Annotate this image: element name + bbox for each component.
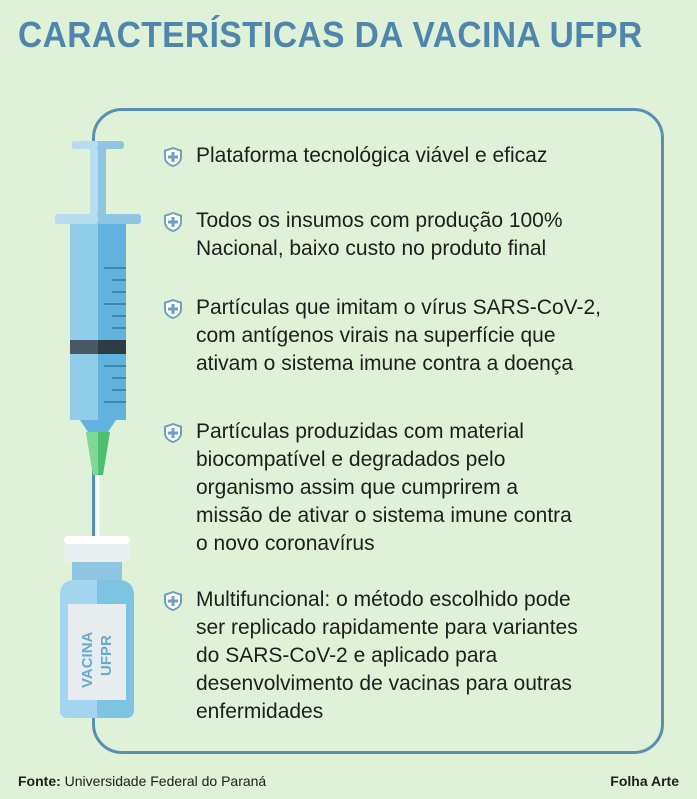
- page-title: CARACTERÍSTICAS DA VACINA UFPR: [18, 14, 643, 55]
- shield-plus-icon: [162, 422, 184, 444]
- feature-text: [196, 294, 676, 378]
- feature-text-line: missão de ativar o sistema imune contra: [196, 504, 572, 527]
- feature-text: [196, 418, 676, 558]
- feature-text: [196, 142, 676, 170]
- feature-text-line: ser replicado rapidamente para variantes: [196, 616, 578, 639]
- feature-text-line: desenvolvimento de vacinas para outras: [196, 672, 572, 695]
- source-text: Universidade Federal do Paraná: [60, 773, 267, 789]
- feature-text-line: o novo coronavírus: [196, 532, 375, 555]
- feature-text-line: Nacional, baixo custo no produto final: [196, 237, 547, 260]
- feature-text-line: Todos os insumos com produção 100%: [196, 209, 563, 232]
- feature-text-line: Partículas produzidas com material: [196, 420, 524, 443]
- feature-text: [196, 586, 676, 726]
- feature-text-line: do SARS-CoV-2 e aplicado para: [196, 644, 498, 667]
- feature-text-line: organismo assim que cumprirem a: [196, 476, 519, 499]
- shield-plus-icon: [162, 146, 184, 168]
- source-label: Fonte:: [18, 773, 61, 789]
- feature-text-line: ativam o sistema imune contra a doença: [196, 352, 574, 375]
- feature-text: [196, 207, 676, 263]
- vial-label-line1: VACINA: [79, 631, 96, 688]
- vial-label-line2: UFPR: [98, 635, 115, 676]
- shield-plus-icon: [162, 590, 184, 612]
- feature-text-line: enfermidades: [196, 700, 324, 723]
- feature-text-line: com antígenos virais na superfície que: [196, 324, 556, 347]
- feature-text-line: biocompatível e degradados pelo: [196, 448, 506, 471]
- shield-plus-icon: [162, 211, 184, 233]
- credit: Folha Arte: [610, 773, 679, 789]
- shield-plus-icon: [162, 298, 184, 320]
- source-note: [18, 773, 266, 789]
- feature-text-line: Plataforma tecnológica viável e eficaz: [196, 144, 548, 167]
- feature-text-line: Multifuncional: o método escolhido pode: [196, 588, 571, 611]
- feature-text-line: Partículas que imitam o vírus SARS-CoV-2,: [196, 296, 601, 319]
